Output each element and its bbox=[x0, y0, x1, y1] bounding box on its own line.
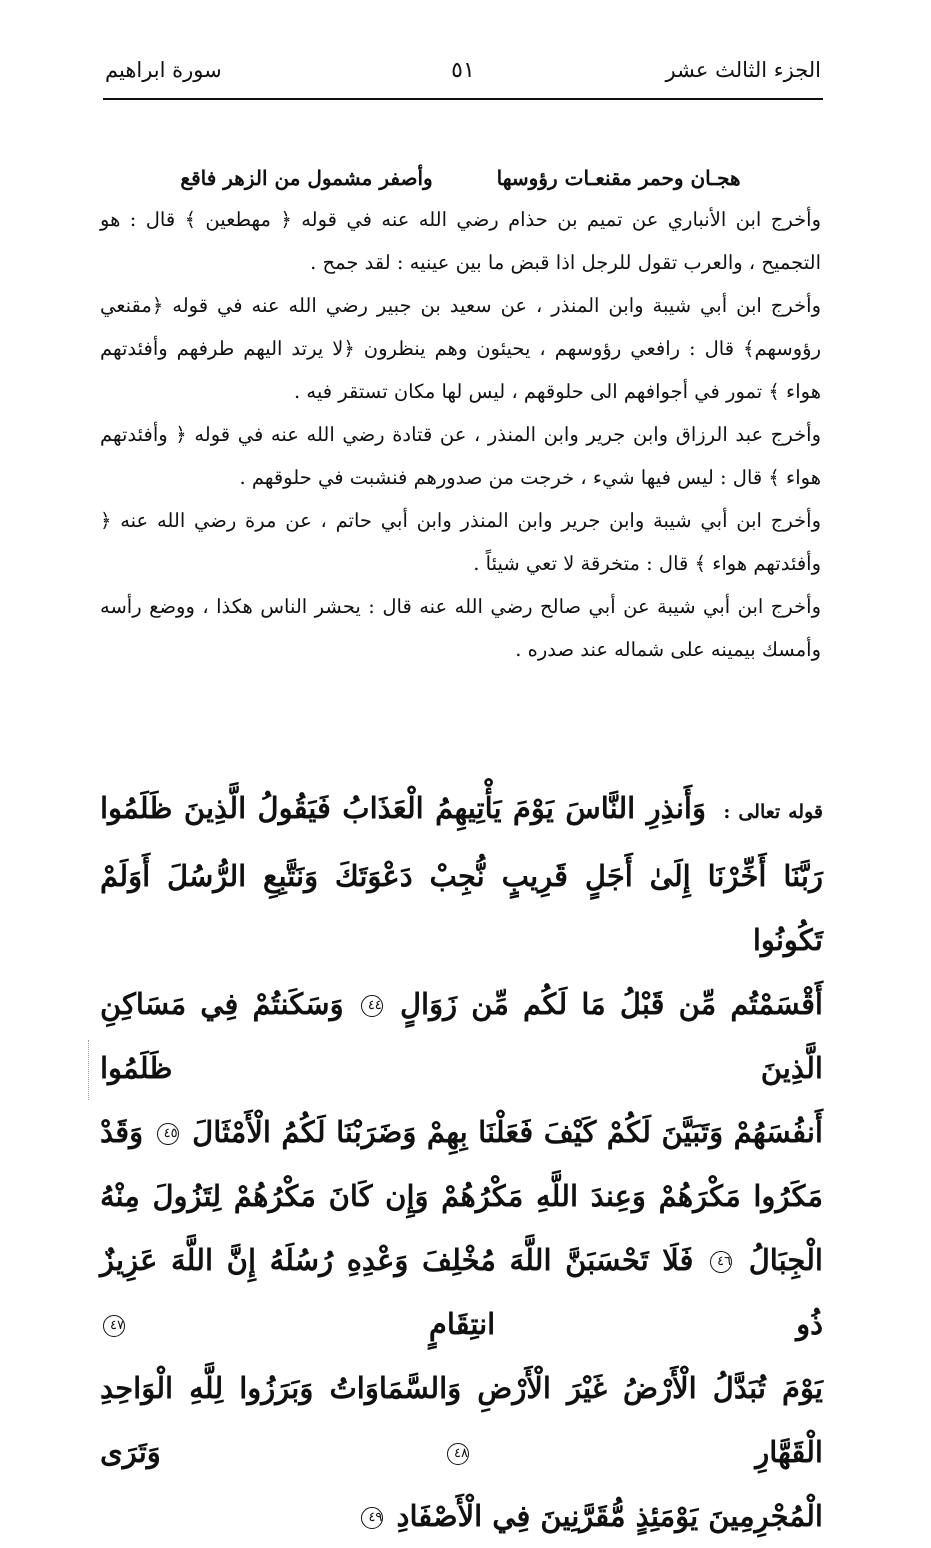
poetry-verse bbox=[100, 158, 821, 198]
quran-text: يَوْمَ تُبَدَّلُ الْأَرْضُ غَيْرَ الْأَرْضِ وَالسَّمَاوَاتُ وَبَرَزُوا لِلَّهِ الْوَاحِدِ الْقَهَّارِ bbox=[100, 1371, 823, 1469]
paragraph: وأخرج ابن أبي شيبة عن أبي صالح رضي الله عنه قال : يحشر الناس هكذا ، ووضع رأسه وأمسك بيمينه على شماله عند صدره . bbox=[100, 595, 821, 661]
paragraph: وأخرج ابن أبي شيبة وابن المنذر ، عن سعيد بن جبير رضي الله عنه في قوله ﴿مقنعي رؤوسهم﴾ قال : رافعي رؤوسهم ، يحيئون وهم ينظرون ﴿لا يرتد اليهم طرفهم وأفئدتهم هواء ﴾ تمور في أجوافهم الى حلوقهم ، ليس لها مكان تستقر فيه . bbox=[100, 294, 821, 403]
paragraph: وأخرج ابن الأنباري عن تميم بن حذام رضي الله عنه في قوله ﴿ مهطعين ﴾ قال : هو التجميح ، والعرب تقول للرجل اذا قبض ما بين عينيه : لقد جمح . bbox=[100, 208, 821, 274]
quran-line bbox=[100, 776, 823, 844]
ayah-number-marker: ٤٦ bbox=[710, 1251, 732, 1273]
ayah-number-marker: ٤٤ bbox=[361, 995, 383, 1017]
ayah-number-marker: ٤٧ bbox=[103, 1315, 125, 1337]
surah-label: سورة ابراهيم bbox=[105, 58, 222, 82]
ayah-number-marker: ٤٨ bbox=[447, 1443, 469, 1465]
quran-text: الْمُجْرِمِينَ يَوْمَئِذٍ مُّقَرَّنِينَ فِي الْأَصْفَادِ bbox=[396, 1499, 823, 1533]
commentary-body bbox=[100, 158, 821, 671]
quran-text: أَنفُسَهُمْ وَتَبَيَّنَ لَكُمْ كَيْفَ فَعَلْنَا بِهِمْ وَضَرَبْنَا لَكُمُ الْأَمْثَالَ bbox=[192, 1115, 823, 1149]
verse-first-hemistich: هجـان وحمر مقنعـات رؤوسها bbox=[496, 166, 741, 190]
ayah-number-marker: ٤٩ bbox=[361, 1507, 383, 1529]
quran-line bbox=[100, 1484, 823, 1548]
quran-text: وَتَرَى bbox=[100, 1435, 161, 1469]
paragraph: وأخرج عبد الرزاق وابن جرير وابن المنذر ، عن قتادة رضي الله عنه في قوله ﴿ وأفئدتهم هواء ﴾ قال : ليس فيها شيء ، خرجت من صدورهم فنشبت في حلوقهم . bbox=[100, 423, 821, 489]
ayah-number-marker: ٤٥ bbox=[157, 1123, 179, 1145]
quran-text: وَقَدْ bbox=[100, 1115, 144, 1149]
juz-label: الجزء الثالث عشر bbox=[665, 58, 821, 82]
quran-line bbox=[100, 972, 823, 1100]
quran-text: الْجِبَالُ bbox=[748, 1243, 823, 1277]
quran-line bbox=[100, 1356, 823, 1484]
quran-text: رَبَّنَا أَخِّرْنَا إِلَىٰ أَجَلٍ قَرِيبٍ نُّجِبْ دَعْوَتَكَ وَنَتَّبِعِ الرُّسُلَ أَوَلَمْ تَكُونُوا bbox=[100, 859, 823, 957]
quran-text: فَلَا تَحْسَبَنَّ اللَّهَ مُخْلِفَ وَعْدِهِ رُسُلَهُ إِنَّ اللَّهَ عَزِيزٌ ذُو انتِقَامٍ bbox=[100, 1243, 823, 1341]
page-header bbox=[105, 58, 821, 90]
page-number: ٥١ bbox=[451, 58, 475, 83]
paragraph: وأخرج ابن أبي شيبة وابن جرير وابن المنذر وابن أبي حاتم ، عن مرة رضي الله عنه ﴿ وأفئدتهم هواء ﴾ قال : متخرقة لا تعي شيئاً . bbox=[100, 509, 821, 575]
quran-passage bbox=[100, 776, 823, 1548]
verse-second-hemistich: وأصفر مشمول من الزهر فاقع bbox=[180, 166, 433, 190]
quran-line bbox=[100, 844, 823, 972]
quran-intro: قوله تعالى : bbox=[723, 801, 823, 823]
margin-scan-marks bbox=[88, 1040, 91, 1100]
quran-text: وَأَنذِرِ النَّاسَ يَوْمَ يَأْتِيهِمُ الْعَذَابُ فَيَقُولُ الَّذِينَ ظَلَمُوا bbox=[100, 791, 706, 825]
quran-text: أَقْسَمْتُم مِّن قَبْلُ مَا لَكُم مِّن زَوَالٍ bbox=[399, 987, 823, 1021]
quran-text: مَكَرُوا مَكْرَهُمْ وَعِندَ اللَّهِ مَكْرُهُمْ وَإِن كَانَ مَكْرُهُمْ لِتَزُولَ مِنْهُ bbox=[100, 1179, 823, 1213]
header-rule bbox=[103, 98, 823, 100]
quran-line bbox=[100, 1228, 823, 1356]
quran-line bbox=[100, 1164, 823, 1228]
quran-text: وَسَكَنتُمْ فِي مَسَاكِنِ الَّذِينَ ظَلَمُوا bbox=[100, 987, 823, 1085]
quran-line bbox=[100, 1100, 823, 1164]
